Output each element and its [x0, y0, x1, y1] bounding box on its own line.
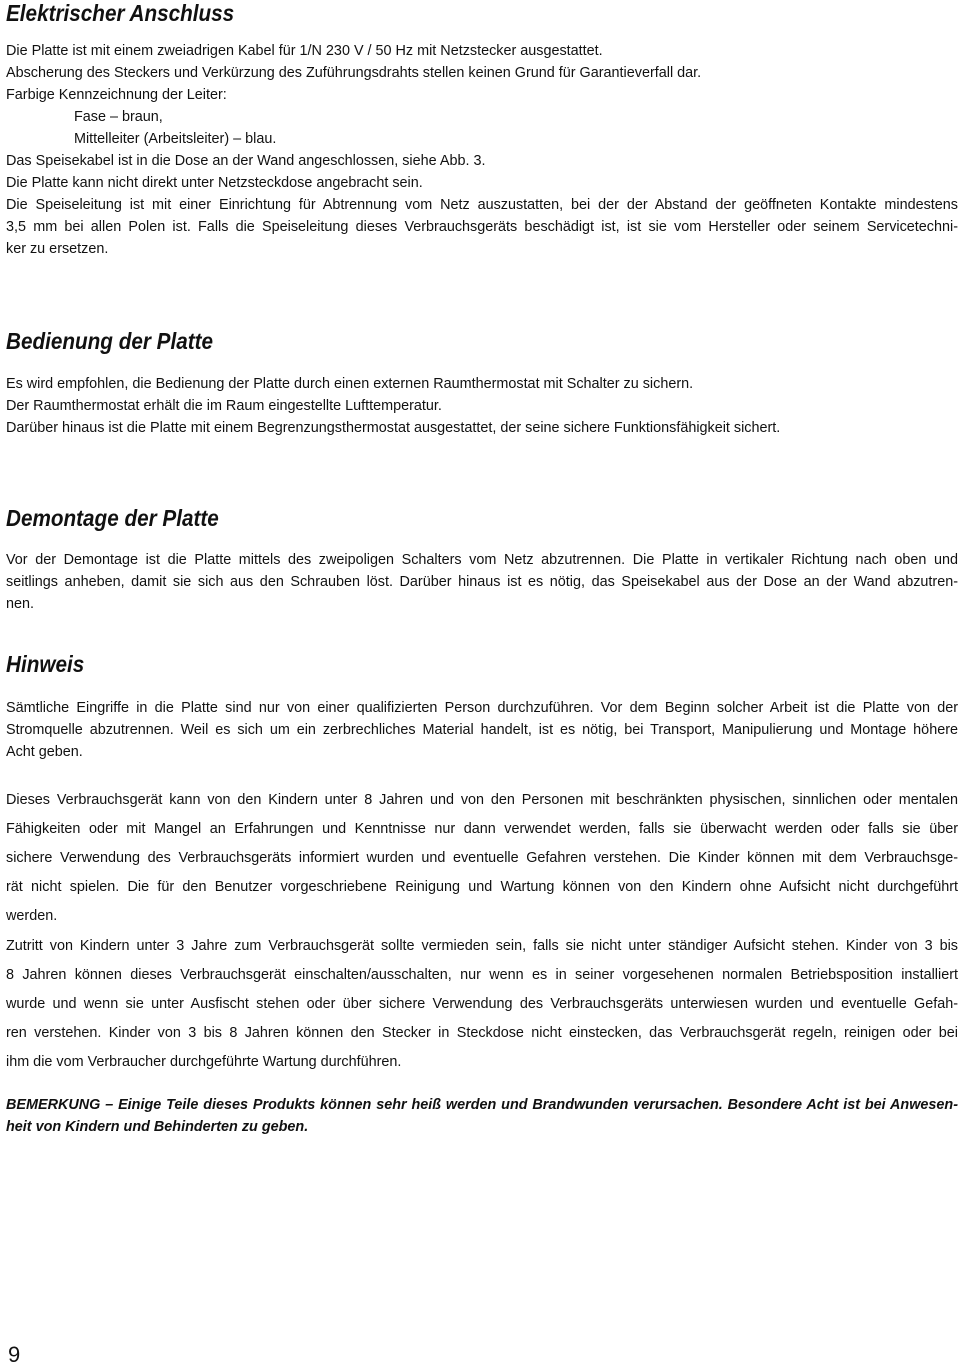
text-line: werden.: [6, 908, 58, 924]
text-line: Es wird empfohlen, die Bedienung der Platte durch einen externen Raumthermostat mit Schalter zu sichern.: [6, 376, 694, 392]
section-title: Hinweis: [6, 651, 85, 677]
note-line: BEMERKUNG – Einige Teile dieses Produkts können sehr heiß werden und Brandwunden verursachen. Besondere Acht ist bei Anwesen-: [6, 1097, 958, 1113]
text-line: rät nicht spielen. Die für den Benutzer vorgeschriebene Reinigung und Wartung können von den Kindern ohne Aufsicht nicht durchgeführt: [6, 879, 958, 895]
text-line: Farbige Kennzeichnung der Leiter:: [6, 87, 227, 103]
text-line: Mittelleiter (Arbeitsleiter) – blau.: [74, 131, 277, 147]
section-body: [6, 549, 958, 615]
section-body: [6, 40, 958, 260]
text-line: Die Platte kann nicht direkt unter Netzsteckdose angebracht sein.: [6, 175, 423, 191]
section-body: [6, 697, 958, 763]
text-line: Die Speiseleitung ist mit einer Einrichtung für Abtrennung vom Netz auszustatten, bei der der Abstand der geöffneten Kontakte mindestens: [6, 197, 958, 213]
page-number: 9: [8, 1342, 21, 1367]
text-line: Acht geben.: [6, 744, 83, 760]
text-line: ker zu ersetzen.: [6, 241, 109, 257]
text-line: 8 Jahren können dieses Verbrauchsgerät einschalten/ausschalten, nur wenn es in seiner vorgesehenen normalen Betriebsposition installiert: [6, 967, 958, 983]
text-line: 3,5 mm bei allen Polen ist. Falls die Speiseleitung dieses Verbrauchsgeräts beschädigt ist, ist sie vom Hersteller oder seinem Servicetechni-: [6, 219, 958, 235]
children-paragraph: [6, 786, 958, 931]
text-line: Darüber hinaus ist die Platte mit einem Begrenzungsthermostat ausgestattet, der seine sichere Funktionsfähigkeit sichert.: [6, 420, 781, 436]
text-line: seitlings anheben, damit sie sich aus den Schrauben löst. Darüber hinaus ist es nötig, das Speisekabel aus der Dose an der Wand abzutren-: [6, 574, 958, 590]
text-line: wurde und wenn sie unter Ausfischt stehen oder über sichere Verwendung des Verbrauchsgeräts unterwiesen wurden und eventuelle Gefah-: [6, 996, 958, 1012]
text-line: Das Speisekabel ist in die Dose an der Wand angeschlossen, siehe Abb. 3.: [6, 153, 486, 169]
warning-note: [6, 1094, 958, 1138]
section-hinweis: [6, 651, 958, 677]
access-paragraph: [6, 932, 958, 1077]
section-elektrischer-anschluss: [6, 0, 958, 26]
section-title: Bedienung der Platte: [6, 328, 214, 354]
text-line: sichere Verwendung des Verbrauchsgeräts informiert wurden und eventuelle Gefahren verstehen. Die Kinder können mit dem Verbrauchsge-: [6, 850, 958, 866]
text-line: Vor der Demontage ist die Platte mittels des zweipoligen Schalters vom Netz abzutrennen. Die Platte in vertikaler Richtung nach oben und: [6, 552, 958, 568]
text-line: Der Raumthermostat erhält die im Raum eingestellte Lufttemperatur.: [6, 398, 442, 414]
section-body: [6, 373, 958, 439]
text-line: Sämtliche Eingriffe in die Platte sind nur von einer qualifizierten Person durchzuführen. Vor dem Beginn solcher Arbeit ist die Platte von der: [6, 700, 958, 716]
section-title: Demontage der Platte: [6, 505, 219, 531]
section-bedienung: [6, 328, 958, 354]
text-line: Abscherung des Steckers und Verkürzung des Zuführungsdrahts stellen keinen Grund für Garantieverfall dar.: [6, 65, 702, 81]
text-line: Die Platte ist mit einem zweiadrigen Kabel für 1/N 230 V / 50 Hz mit Netzstecker ausgestattet.: [6, 43, 603, 59]
text-line: ihm die vom Verbraucher durchgeführte Wartung durchführen.: [6, 1054, 402, 1070]
text-line: ren verstehen. Kinder von 3 bis 8 Jahren können den Stecker in Steckdose nicht einstecken, das Verbrauchsgerät regeln, reinigen oder bei: [6, 1025, 958, 1041]
text-line: Dieses Verbrauchsgerät kann von den Kindern unter 8 Jahren und von den Personen mit beschränkten physischen, sinnlichen oder mentalen: [6, 792, 958, 808]
text-line: Fase – braun,: [74, 109, 163, 125]
section-demontage: [6, 505, 958, 531]
text-line: Zutritt von Kindern unter 3 Jahre zum Verbrauchsgerät sollte vermieden sein, falls sie nicht unter ständiger Aufsicht stehen. Kinder von 3 bis: [6, 938, 958, 954]
text-line: nen.: [6, 596, 35, 612]
section-title: Elektrischer Anschluss: [6, 0, 235, 26]
note-line: heit von Kindern und Behinderten zu geben.: [6, 1119, 309, 1135]
text-line: Stromquelle abzutrennen. Weil es sich um ein zerbrechliches Material handelt, ist es nötig, bei Transport, Manipulierung und Montage höhere: [6, 722, 958, 738]
text-line: Fähigkeiten oder mit Mangel an Erfahrungen und Kenntnisse nur dann verwendet werden, falls sie überwacht werden oder falls sie über: [6, 821, 958, 837]
